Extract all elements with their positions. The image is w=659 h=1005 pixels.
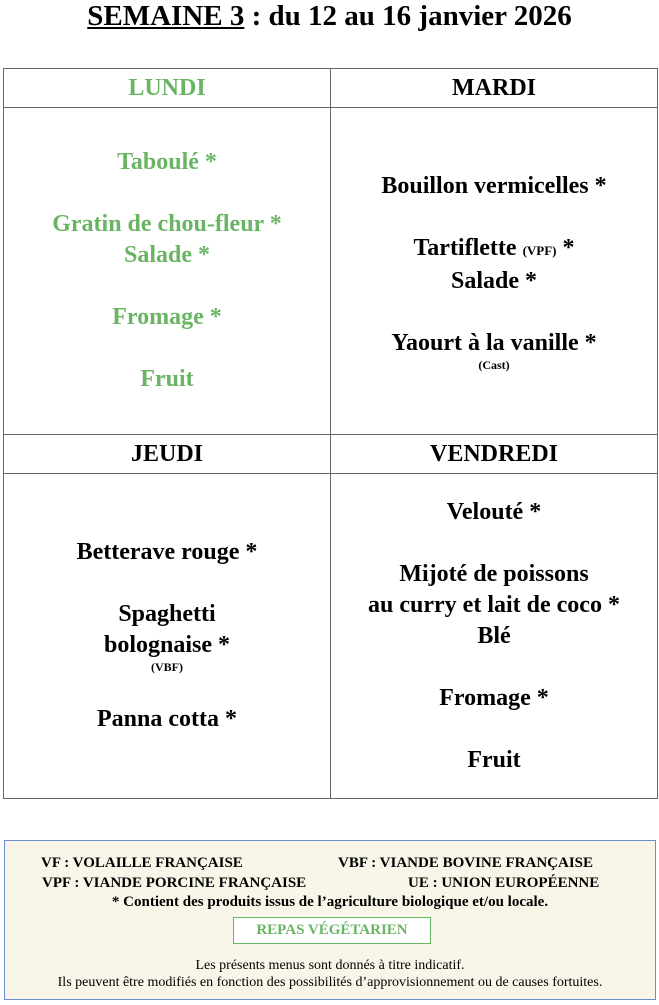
menu-item: Tartiflette: [413, 235, 517, 261]
day-header-lundi: LUNDI: [4, 69, 331, 108]
legend-vbf: VBF : VIANDE BOVINE FRANÇAISE: [338, 855, 594, 871]
menu-item: Fromage *: [439, 684, 549, 711]
menu-cell-jeudi: [4, 474, 331, 799]
menu-item: Spaghetti: [118, 601, 216, 627]
legend-vpf: VPF : VIANDE PORCINE FRANÇAISE: [42, 875, 307, 891]
legend-vf: VF : VOLAILLE FRANÇAISE: [41, 855, 243, 871]
date-range: : du 12 au 16 janvier 2026: [244, 0, 572, 32]
disclaimer-line-1: Les présents menus sont donnés à titre indicatif.: [195, 958, 465, 973]
bio-star: *: [556, 235, 575, 261]
page-title: [0, 0, 659, 32]
day-header-mardi: MARDI: [331, 69, 658, 108]
vegetarian-badge: REPAS VÉGÉTARIEN: [233, 917, 431, 944]
menu-item: Fruit: [140, 366, 194, 392]
legend-ue: UE : UNION EUROPÉENNE: [408, 875, 600, 891]
menu-cell-lundi: [4, 108, 331, 435]
menu-item: Blé: [477, 622, 511, 649]
origin-tag: (Cast): [478, 358, 510, 372]
menu-item: Bouillon vermicelles *: [381, 173, 607, 199]
menu-item: Taboulé *: [117, 149, 217, 175]
menu-item: bolognaise *: [103, 632, 231, 658]
day-header-jeudi: JEUDI: [4, 435, 331, 474]
menu-cell-vendredi: [331, 474, 658, 799]
menu-item: Betterave rouge *: [76, 539, 258, 565]
menu-item-with-origin: [331, 233, 657, 266]
origin-tag: (VPF): [522, 243, 557, 258]
menu-item: au curry et lait de coco *: [368, 591, 620, 618]
week-label: SEMAINE 3: [87, 0, 245, 32]
disclaimer-line-2: Ils peuvent être modifiés en fonction des possibilités d’approvisionnement ou de causes fortuites.: [57, 975, 603, 990]
menu-item: Gratin de chou-fleur *: [52, 211, 282, 237]
menu-item: Fromage *: [112, 304, 222, 330]
menu-item: Salade *: [450, 268, 537, 294]
menu-item: Mijoté de poissons: [399, 560, 589, 587]
origin-tag: (VBF): [151, 660, 183, 674]
menu-item: Velouté *: [446, 498, 542, 525]
legend-bio: * Contient des produits issus de l’agriculture biologique et/ou locale.: [111, 894, 549, 910]
legend-box: [4, 840, 656, 1000]
menu-item: Salade *: [123, 242, 210, 268]
day-header-vendredi: VENDREDI: [331, 435, 658, 474]
menu-table: [3, 68, 658, 799]
menu-item: Yaourt à la vanille *: [391, 330, 597, 356]
menu-cell-mardi: [331, 108, 658, 435]
menu-item: Panna cotta *: [97, 706, 237, 732]
menu-item: Fruit: [467, 746, 521, 773]
